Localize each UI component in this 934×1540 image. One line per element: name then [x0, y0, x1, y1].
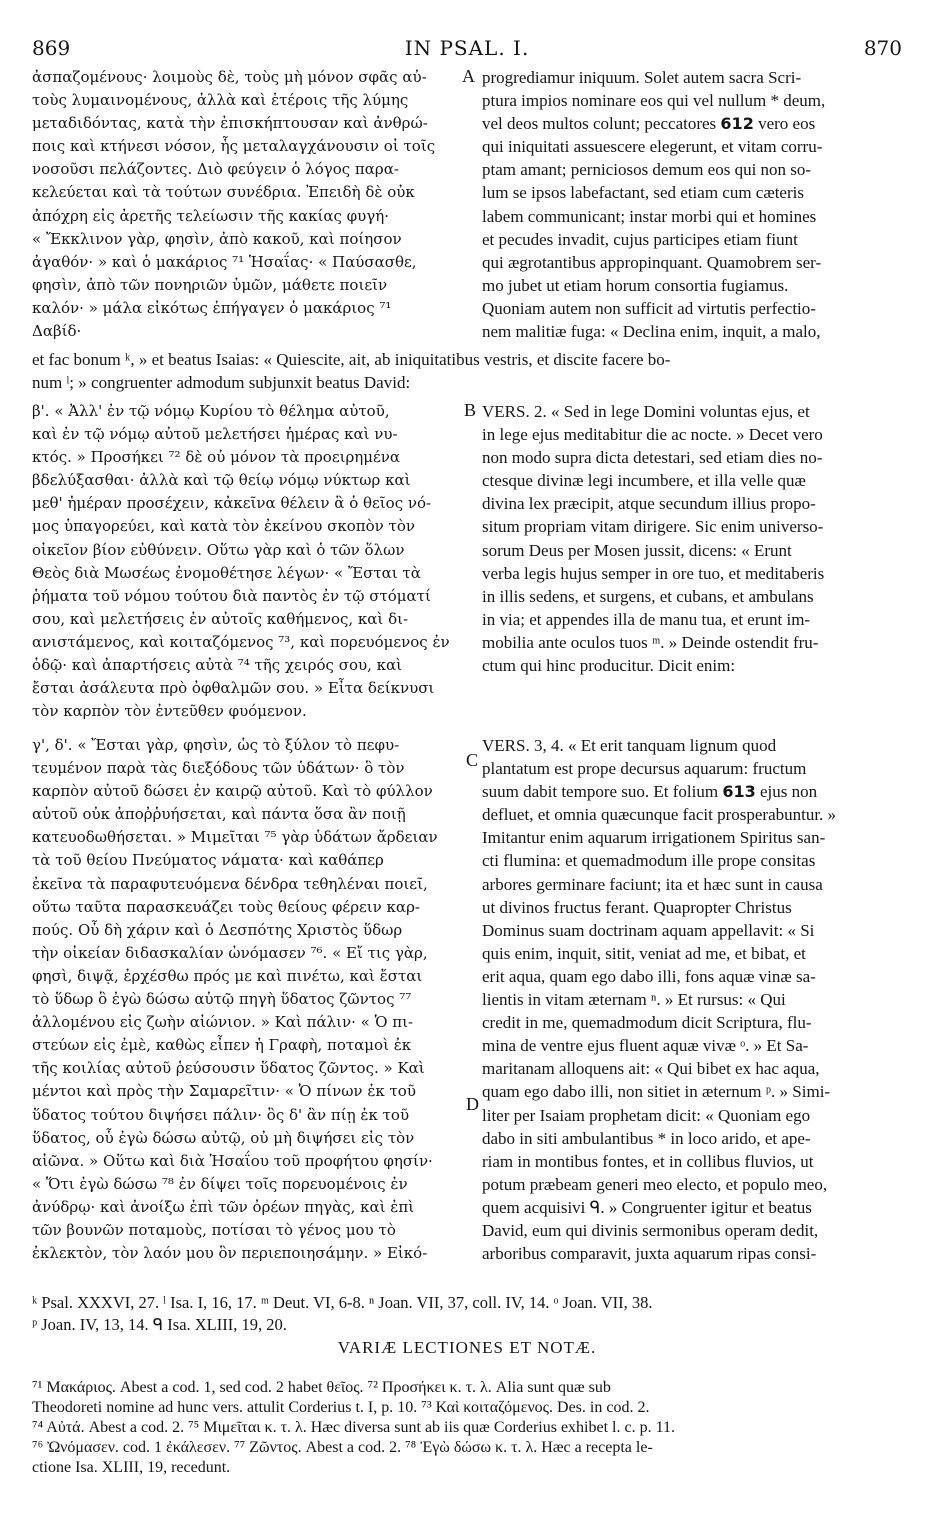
latin-line: mo jubet ut etiam horum consortia fugiamus.: [482, 275, 789, 295]
latin-line: ptura impios nominare eos qui vel nullum * deum,: [482, 91, 826, 111]
latin-line: ut divinos fructus ferant. Quapropter Christus: [482, 897, 792, 917]
latin-line: et pecudes invadit, cujus participes etiam fiunt: [482, 229, 798, 249]
latin-line: quam ego dabo illi, non sitiet in æternum ᵖ. » Simi-: [482, 1082, 831, 1102]
latin-line: lientis in vitam æternam ⁿ. » Et rursus: « Qui: [482, 990, 786, 1010]
greek-line: καλόν· » μάλα εἰκότως ἐπήγαγεν ὁ μακάριος ⁷¹: [32, 298, 392, 317]
latin-line: defluet, et omnia quæcunque facit prosperabuntur. »: [482, 805, 837, 825]
latin-line-text: vero eos: [758, 114, 816, 134]
greek-line: ἀπόχρη εἰς ἀρετῆς τελείωσιν τῆς κακίας φυγή·: [32, 206, 389, 225]
margin-marker-c: C: [466, 750, 479, 770]
latin-line: erit aqua, quam ego dabo illi, fons aquæ vinæ sa-: [482, 966, 816, 986]
greek-line: τὸ ὕδωρ ὃ ἐγὼ δώσω αὐτῷ πηγὴ ὕδατος ζῶντος ⁷⁷: [32, 990, 412, 1009]
latin-line: dabo in siti ambulantibus * in loco arido, et ape-: [482, 1128, 811, 1148]
greek-line: τὴν οἰκείαν διδασκαλίαν ὠνόμασεν ⁷⁶. « Εἴ τις γὰρ,: [32, 943, 428, 962]
left-page-number: 869: [32, 36, 71, 60]
latin-line: David, eum qui divinis sermonibus operam dedit,: [482, 1220, 819, 1240]
latin-line: nem malitiæ fuga: « Declina enim, inquit, a malo,: [482, 322, 821, 342]
greek-line: πούς. Οὗ δὴ χάριν καὶ ὁ Δεσπότης Χριστὸς ὕδωρ: [32, 920, 403, 939]
greek-line: μος ὑπαγορεύει, καὶ κατὰ τὸν ἐκείνου σκοπὸν τὸν: [32, 517, 415, 536]
greek-line: βδελύξασθαι· ἀλλὰ καὶ τῷ θείῳ νόμῳ νύκτωρ καὶ: [32, 471, 411, 490]
greek-line: κτός. » Προσήκει ⁷² δὲ οὐ μόνον τὰ προειρημένα: [32, 448, 401, 467]
latin-line: liter per Isaiam prophetam dicit: « Quoniam ego: [482, 1105, 811, 1125]
greek-line: μεταδιδόντας, κατὰ τὴν ἐπισκήπτουσαν καὶ ἀνθρώ-: [32, 114, 428, 133]
latin-column-a: [482, 66, 894, 343]
latin-line: credit in me, quemadmodum dicit Scriptura, flu-: [482, 1013, 812, 1033]
greek-line: ἀνύδρῳ· καὶ ἀνοίξω ἐπὶ τῶν ὀρέων πηγὰς, καὶ ἐπὶ: [32, 1197, 415, 1216]
notes-heading: VARIÆ LECTIONES ET NOTÆ.: [337, 1338, 597, 1357]
greek-line: οὕτω ταῦτα παρασκευάζει τοὺς θείους φέρειν καρ-: [32, 897, 420, 916]
latin-line: Dominus suam doctrinam aquam appellavit: « Si: [482, 920, 815, 940]
latin-line: [482, 112, 894, 135]
greek-line: γ', δ'. « Ἔσται γὰρ, φησὶν, ὡς τὸ ξύλον τὸ πεφυ-: [32, 736, 400, 754]
latin-line: ctesque divinæ legi incumbere, et illa velle quæ: [482, 471, 806, 491]
latin-line-text: suum dabit tempore suo. Et folium: [482, 782, 719, 802]
greek-line: μεθ' ἡμέραν προσέχειν, κἀκεῖνα θέλειν ἃ ὁ θεῖος νό-: [32, 494, 432, 513]
greek-column-a: [32, 66, 462, 343]
greek-line: τῶν βουνῶν ποταμοὺς, ποτίσαι τὸ γένος μου τὸ: [32, 1220, 396, 1239]
latin-line: VERS. 2. « Sed in lege Domini voluntas ejus, et: [482, 402, 810, 421]
scripture-footnotes: [32, 1292, 894, 1336]
greek-line: « Ὅτι ἐγὼ δώσω ⁷⁸ ἐν δίψει τοῖς πορευομένοις ἐν: [32, 1174, 408, 1193]
latin-line: num ˡ; » congruenter admodum subjunxit beatus David:: [32, 373, 411, 392]
running-title: IN PSAL. I.: [404, 36, 530, 60]
greek-line: ὕδατος, οὗ ἐγὼ δώσω αὐτῷ, οὐ μὴ διψήσει εἰς τὸν: [32, 1128, 415, 1147]
greek-line: τῆς κοιλίας αὐτοῦ ῥεύσουσιν ὕδατος ζῶντος. » Καὶ: [32, 1059, 425, 1078]
latin-line: mobilia ante oculos tuos ᵐ. » Deinde ostendit fru-: [482, 632, 819, 652]
greek-line: ἀγαθόν· » καὶ ὁ μακάριος ⁷¹ Ἡσαΐας· « Παύσασθε,: [32, 252, 417, 271]
greek-line: ανιστάμενος, καὶ κοιταζόμενος ⁷³, καὶ πορευόμενος ἐν: [32, 632, 450, 651]
greek-line: β'. « Ἀλλ' ἐν τῷ νόμῳ Κυρίου τὸ θέλημα αὐτοῦ,: [32, 402, 390, 420]
latin-line: plantatum est prope decursus aquarum: fructum: [482, 759, 807, 779]
latin-line: non modo supra dicta detestari, sed etiam dies no-: [482, 448, 823, 468]
latin-line-text: ejus non: [760, 782, 818, 802]
greek-line: νοσοῦσι πελάζοντες. Διὸ φεύγειν ὁ λόγος παρα-: [32, 160, 399, 179]
greek-line: ἀλλομένου εἰς ζωὴν αἰώνιον. » Καὶ πάλιν· « Ὁ πι-: [32, 1013, 414, 1032]
latin-line: in illis sedens, et surgens, et cubans, et ambulans: [482, 586, 814, 606]
greek-line: σου, καὶ μελετήσεις ἐν αὐτοῖς καθήμενος, καὶ δι-: [32, 609, 409, 628]
greek-line: ποις καὶ κτήνεσι νόσον, ἧς μεταλαγχάνουσιν οἱ τοῖς: [32, 137, 436, 156]
latin-line: Quoniam autem non sufficit ad virtutis perfectio-: [482, 298, 816, 318]
latin-line: labem communicant; instar morbi qui et homines: [482, 206, 817, 226]
greek-line: τὰ τοῦ θείου Πνεύματος νάματα· καὶ καθάπερ: [32, 851, 384, 870]
latin-line: riam in montibus fontes, et in collibus fluvios, ut: [482, 1151, 814, 1171]
latin-line: et fac bonum ᵏ, » et beatus Isaias: « Quiescite, ait, ab iniquitatibus vestris, et discite facere bo-: [32, 350, 671, 369]
latin-line: potum præbeam generi meo electo, et populo meo,: [482, 1174, 828, 1194]
greek-line: ἔσται ἀσάλευτα πρὸ ὀφθαλμῶν σου. » Εἶτα δείκνυσι: [32, 679, 435, 698]
latin-line: Imitantur enim aquarum irrigationem Spiritus san-: [482, 828, 826, 848]
latin-line: lum se ipsos labefactant, sed etiam cum cæteris: [482, 183, 804, 203]
greek-line: « Ἔκκλινον γὰρ, φησὶν, ἀπὸ κακοῦ, καὶ ποίησον: [32, 229, 402, 248]
latin-line: quis enim, inquit, sitit, veniat ad me, et bibat, et: [482, 943, 806, 963]
latin-line: sorum Deus per Mosen jussit, dicens: « Erunt: [482, 540, 792, 560]
greek-line: καὶ ἐν τῷ νόμῳ αὐτοῦ μελετήσει ἡμέρας καὶ νυ-: [32, 425, 398, 444]
margin-marker-b: B: [464, 400, 477, 420]
greek-line: ὕδατος τούτου διψήσει πάλιν· ὃς δ' ἂν πίῃ ἐκ τοῦ: [32, 1105, 410, 1124]
margin-marker-d: D: [466, 1094, 479, 1114]
note-line: ctione Isa. XLIII, 19, recedunt.: [32, 1459, 231, 1476]
footnote-line: ᵖ Joan. IV, 13, 14. ᑫ Isa. XLIII, 19, 20.: [32, 1315, 287, 1334]
greek-column-b: [32, 400, 462, 723]
variant-notes: [32, 1378, 894, 1478]
latin-line: arboribus comparavit, juxta aquarum ripas consi-: [482, 1244, 817, 1264]
latin-line: ctum qui hinc producitur. Dicit enim:: [482, 656, 736, 676]
note-line: ⁷⁴ Αὐτά. Abest a cod. 2. ⁷⁵ Μιμεῖται κ. τ. λ. Hæc diversa sunt ab iis quæ Corderius exhibet l. c. p. 11.: [32, 1419, 675, 1436]
greek-line: τοὺς λυμαινομένους, ἀλλὰ καὶ ἑτέροις τῆς λύμης: [32, 91, 409, 110]
latin-line: VERS. 3, 4. « Et erit tanquam lignum quod: [482, 736, 777, 755]
latin-line: in lege ejus meditabitur die ac nocte. » Decet vero: [482, 425, 823, 445]
greek-line: οἰκεῖον βίον εὐθύνειν. Οὕτω γὰρ καὶ ὁ τῶν ὅλων: [32, 540, 405, 559]
latin-line: maritanam alloquens ait: « Qui bibet ex hac aqua,: [482, 1059, 820, 1079]
greek-line: αἰῶνα. » Οὕτω καὶ διὰ Ἡσαΐου τοῦ προφήτου φησίν·: [32, 1151, 433, 1170]
latin-line: progrediamur iniquum. Solet autem sacra Scri-: [482, 68, 802, 87]
latin-line: cti flumina: et quemadmodum ille prope consitas: [482, 851, 816, 871]
latin-line: arbores germinare faciunt; ita et hæc sunt in causa: [482, 874, 823, 894]
greek-line: τὸν καρπὸν τὸν ἐντεῦθεν φυόμενον.: [32, 702, 307, 721]
greek-column-c: [32, 734, 462, 1265]
page-header: [32, 36, 902, 62]
latin-line: [482, 780, 894, 803]
greek-line: φησὶν, ἀπὸ τῶν πονηριῶν ὑμῶν, μάθετε ποιεῖν: [32, 275, 388, 294]
latin-line: verba legis hujus semper in ore tuo, et meditaberis: [482, 563, 825, 583]
greek-line: Δαβίδ·: [32, 322, 82, 341]
greek-line: τευμένον παρὰ τὰς διεξόδους τῶν ὑδάτων· ὃ τὸν: [32, 759, 405, 778]
greek-line: ἐκεῖνα τὰ παραφυτευόμενα δένδρα τεθηλέναι ποιεῖ,: [32, 874, 428, 893]
greek-line: στεύων εἰς ἐμὲ, καθὼς εἶπεν ἡ Γραφὴ, ποταμοὶ ἐκ: [32, 1036, 412, 1055]
greek-line: ὁδῷ· καὶ ἀπαρτήσεις αὐτὰ ⁷⁴ τῆς χειρός σου, καὶ: [32, 656, 403, 675]
footnote-line: ᵏ Psal. XXXVI, 27. ˡ Isa. I, 16, 17. ᵐ Deut. VI, 6-8. ⁿ Joan. VII, 37, coll. IV, 14. ᵒ Joan. VII, 38.: [32, 1293, 653, 1312]
greek-line: φησὶ, διψᾷ, ἐρχέσθω πρός με καὶ πινέτω, καὶ ἔσται: [32, 966, 423, 985]
column-number: 612: [720, 114, 754, 134]
greek-line: ἀσπαζομένους· λοιμοὺς δὲ, τοὺς μὴ μόνον σφᾶς αὐ-: [32, 68, 427, 86]
greek-line: κατευοδωθήσεται. » Μιμεῖται ⁷⁵ γὰρ ὑδάτων ἄρδειαν: [32, 828, 438, 847]
latin-line: situm propriam vitam dirigere. Sic enim universo-: [482, 517, 824, 537]
greek-line: καρπὸν αὐτοῦ δώσει ἐν καιρῷ αὐτοῦ. Καὶ τὸ φύλλον: [32, 782, 433, 801]
latin-line: ptam amant; perniciosos demum eos qui non so-: [482, 160, 812, 180]
latin-line: divina lex præcipit, atque secundum illius propo-: [482, 494, 816, 514]
note-line: ⁷¹ Μακάριος. Abest a cod. 1, sed cod. 2 habet θεῖος. ⁷² Προσήκει κ. τ. λ. Alia sunt quæ sub: [32, 1379, 611, 1396]
greek-line: μέντοι καὶ πρὸς τὴν Σαμαρεῖτιν· « Ὁ πίνων ἐκ τοῦ: [32, 1082, 416, 1101]
latin-line-text: vel deos multos colunt; peccatores: [482, 114, 717, 134]
latin-line: quem acquisivi ᑫ. » Congruenter igitur et beatus: [482, 1197, 812, 1217]
note-line: Theodoreti nomine ad hunc vers. attulit Corderius t. I, p. 10. ⁷³ Καὶ κοιταζόμενος. Des. in cod. 2.: [32, 1399, 650, 1416]
note-line: ⁷⁶ Ὠνόμασεν. cod. 1 ἐκάλεσεν. ⁷⁷ Ζῶντος. Abest a cod. 2. ⁷⁸ Ἐγὼ δώσω κ. τ. λ. Hæc a recepta le-: [32, 1439, 653, 1456]
latin-line: qui iniquitati assuescere elegerunt, et vitam corru-: [482, 137, 823, 157]
latin-column-c: [482, 734, 894, 1265]
greek-line: κελεύεται καὶ τὰ τούτων συνέδρια. Ἐπειδὴ δὲ οὐκ: [32, 183, 415, 202]
greek-line: Θεὸς διὰ Μωσέως ἐνομοθέτησε λέγων· « Ἔσται τὰ: [32, 563, 421, 582]
greek-line: ῥήματα τοῦ νόμου τούτου διὰ παντὸς ἐν τῷ στόματί: [32, 586, 431, 605]
latin-line: mina de ventre ejus fluent aquæ vivæ ᵒ. » Et Sa-: [482, 1036, 809, 1056]
latin-full-width-text: [32, 348, 894, 394]
column-number: 613: [722, 782, 756, 802]
margin-marker-a: A: [462, 66, 475, 86]
greek-line: αὐτοῦ οὐκ ἀποῤῥυήσεται, καὶ πάντα ὅσα ἂν ποιῇ: [32, 805, 406, 824]
latin-column-b: [482, 400, 894, 677]
latin-line: qui ægrotantibus appropinquant. Quamobrem ser-: [482, 252, 822, 272]
greek-line: ἐκλεκτὸν, τὸν λαόν μου ὃν περιεποιησάμην. » Εἰκό-: [32, 1244, 428, 1263]
latin-line: in via; et appendes illa de manu tua, et erunt im-: [482, 609, 811, 629]
right-page-number: 870: [863, 36, 902, 60]
